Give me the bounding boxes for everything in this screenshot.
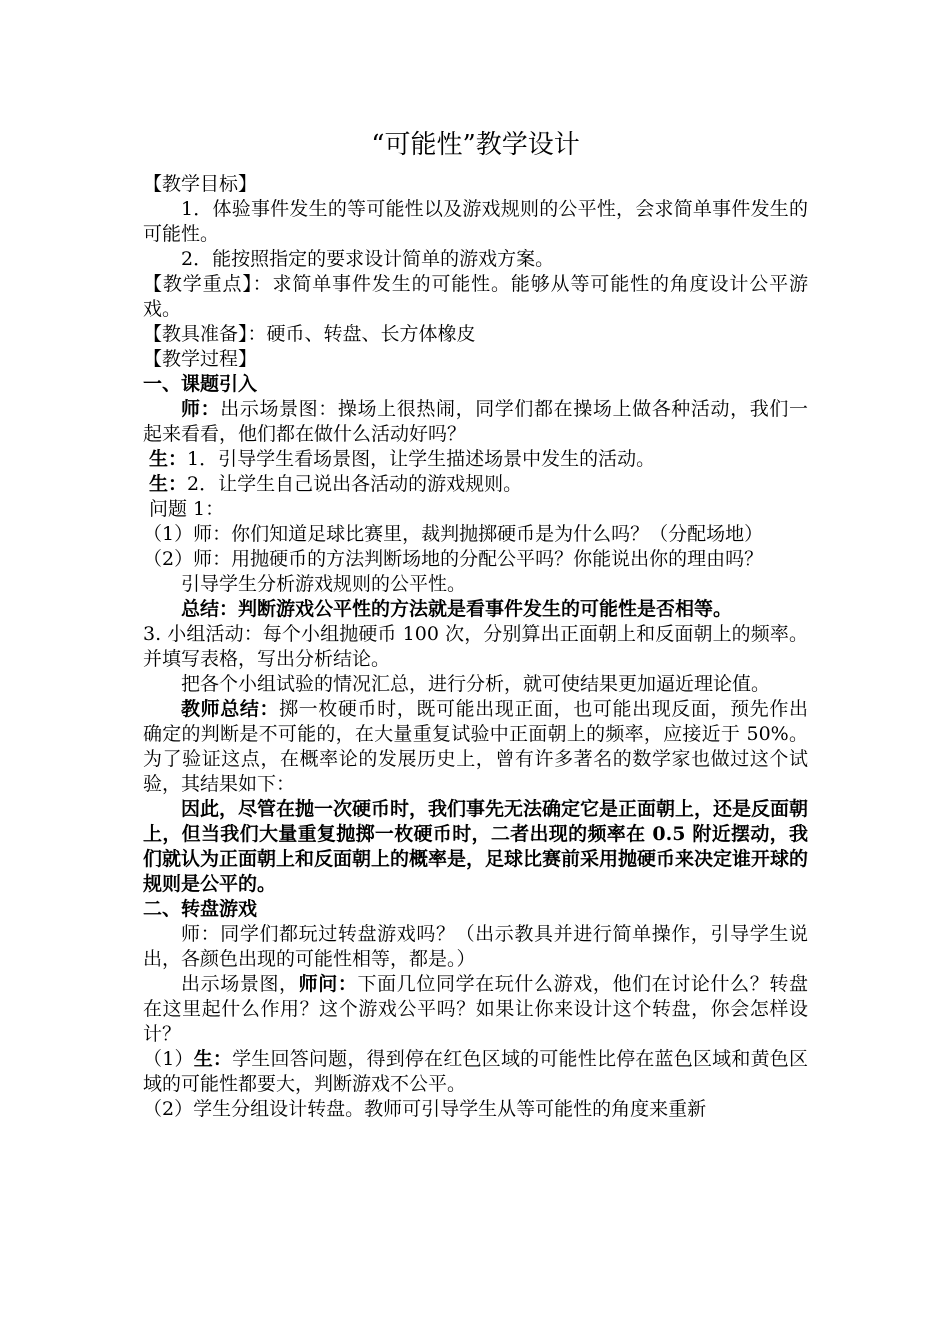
spinner-question-text: 下面几位同学在玩什么游戏，他们在讨论什么？转盘在这里起什么作用？这个游戏公平吗？如果让你来设计这个转盘，你会怎样设计？ (143, 973, 808, 1045)
section-2-heading: 二、转盘游戏 (143, 898, 258, 920)
student-label: 生： (193, 1048, 233, 1070)
materials: 【教具准备】：硬币、转盘、长方体橡皮 (143, 323, 476, 345)
summary-text: 总结：判断游戏公平性的方法就是看事件发生的可能性是否相等。 (181, 598, 733, 620)
student-label: 生： (149, 448, 188, 470)
student-step-1 (143, 447, 808, 472)
aggregate-text: 把各个小组试验的情况汇总，进行分析，就可使结果更加逼近理论值。 (181, 673, 771, 695)
student-answer-prefix: （1） (143, 1048, 194, 1070)
spinner-question-prefix: 出示场景图， (181, 973, 299, 995)
teacher-asks-label: 师问： (298, 973, 358, 995)
teacher-label: 师： (181, 398, 221, 420)
guide-text: 引导学生分析游戏规则的公平性。 (181, 573, 467, 595)
question-2: （2）师：用抛硬币的方法判断场地的分配公平吗？你能说出你的理由吗？ (143, 548, 764, 570)
process-heading: 【教学过程】 (143, 348, 258, 370)
student-step-2 (143, 472, 808, 497)
teacher-intro (143, 397, 808, 447)
student-answer-text: 学生回答问题，得到停在红色区域的可能性比停在蓝色区域和黄色区域的可能性都要大，判断游戏不公平。 (143, 1048, 808, 1095)
teacher-summary (143, 697, 808, 797)
question-1: （1）师：你们知道足球比赛里，裁判抛掷硬币是为什么吗？（分配场地） (143, 523, 764, 545)
spinner-intro: 师：同学们都玩过转盘游戏吗？（出示教具并进行简单操作，引导学生说出，各颜色出现的可能性相等，都是。） (143, 923, 808, 970)
spinner-question (143, 972, 808, 1047)
student-answer (143, 1047, 808, 1097)
teacher-summary-text: 掷一枚硬币时，既可能出现正面，也可能出现反面，预先作出确定的判断是不可能的，在大量重复试验中正面朝上的频率，应接近于 50%。为了验证这点，在概率论的发展历史上，曾有许多著名的数学家也做过这个试验，其结果如下： (143, 698, 808, 795)
objectives-heading: 【教学目标】 (143, 173, 258, 195)
document-title: “可能性”教学设计 (371, 130, 580, 160)
student-step-1-text: 1．引导学生看场景图，让学生描述场景中发生的活动。 (187, 448, 656, 470)
objective-item-1: 1．体验事件发生的等可能性以及游戏规则的公平性，会求简单事件发生的可能性。 (143, 198, 808, 245)
conclusion-text: 因此，尽管在抛一次硬币时，我们事先无法确定它是正面朝上，还是反面朝上，但当我们大量重复抛掷一枚硬币时，二者出现的频率在 0.5 附近摆动，我们就认为正面朝上和反面朝上的概率是，足球比赛前采用抛硬币来决定谁开球的规则是公平的。 (143, 798, 809, 895)
group-design-text: （2）学生分组设计转盘。教师可引导学生从等可能性的角度来重新 (143, 1098, 707, 1120)
section-1-heading: 一、课题引入 (143, 373, 258, 395)
question-label: 问题 1： (149, 498, 225, 520)
student-label: 生： (149, 473, 188, 495)
key-points: 【教学重点】：求简单事件发生的可能性。能够从等可能性的角度设计公平游戏。 (143, 273, 808, 320)
document-page (143, 128, 808, 1122)
student-step-2-text: 2．让学生自己说出各活动的游戏规则。 (187, 473, 523, 495)
teacher-summary-label: 教师总结： (181, 698, 280, 720)
teacher-intro-text: 出示场景图：操场上很热闹，同学们都在操场上做各种活动，我们一起来看看，他们都在做什么活动好吗？ (143, 398, 808, 445)
group-activity: 3. 小组活动：每个小组抛硬币 100 次，分别算出正面朝上和反面朝上的频率。并填写表格，写出分析结论。 (143, 623, 808, 670)
objective-item-2: 2．能按照指定的要求设计简单的游戏方案。 (181, 248, 555, 270)
